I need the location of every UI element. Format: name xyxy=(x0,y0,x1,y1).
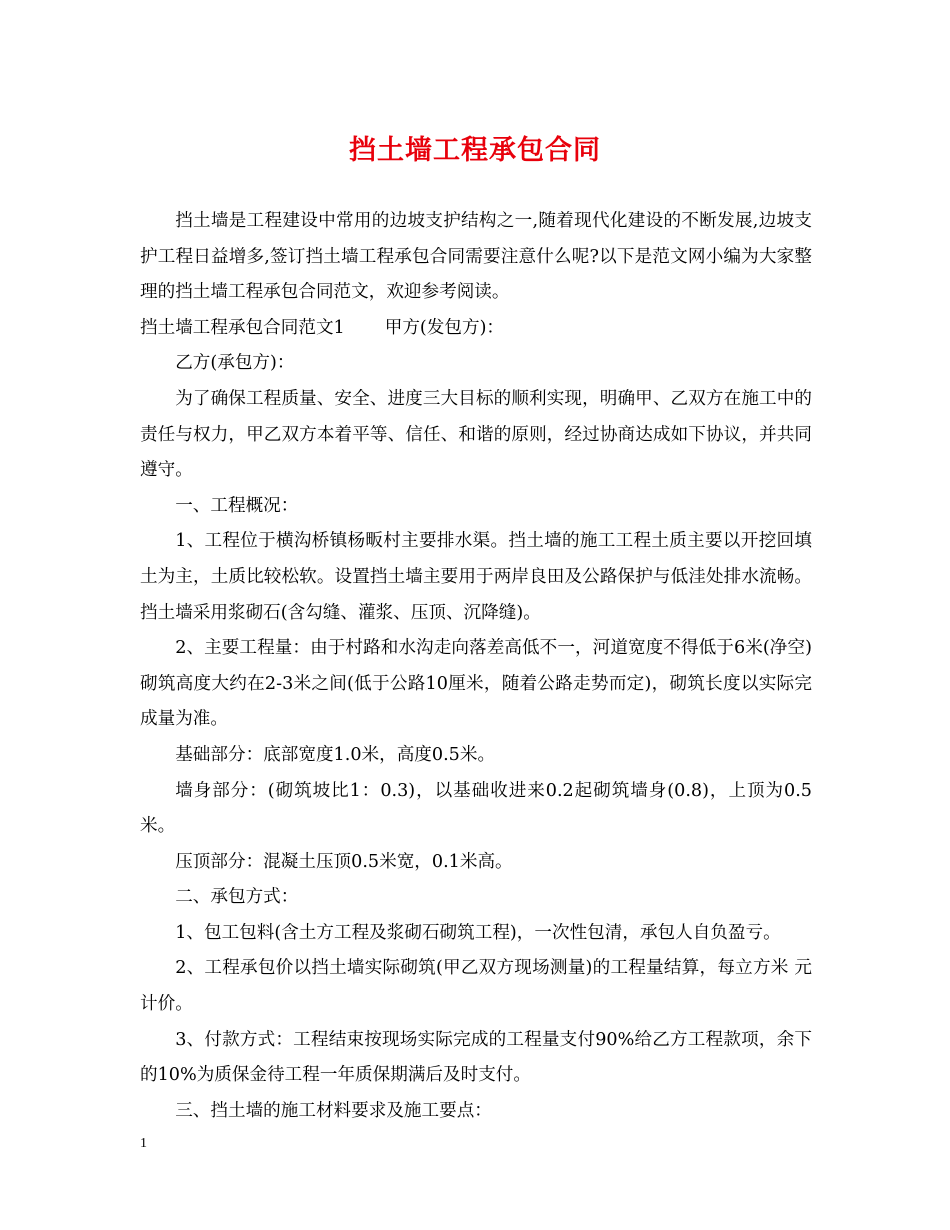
sample-heading-line xyxy=(140,311,812,347)
section2-heading: 二、承包方式： xyxy=(175,887,299,908)
intro-paragraph: 挡土墙是工程建设中常用的边坡支护结构之一,随着现代化建设的不断发展,边坡支护工程日益增多,签订挡土墙工程承包合同需要注意什么呢?以下是范文网小编为大家整理的挡土墙工程承包合同范文，欢迎参考阅读。 xyxy=(140,211,812,303)
page-number: 1 xyxy=(140,1136,147,1151)
foundation-paragraph: 基础部分：底部宽度1.0米，高度0.5米。 xyxy=(175,744,496,765)
section1-item2: 2、主要工程量：由于村路和水沟走向落差高低不一，河道宽度不得低于6米(净空)砌筑高度大约在2-3米之间(低于公路10厘米，随着公路走势而定)，砌筑长度以实际完成量为准。 xyxy=(140,638,812,730)
section2-item3: 3、付款方式：工程结束按现场实际完成的工程量支付90%给乙方工程款项，余下的10%为质保金待工程一年质保期满后及时支付。 xyxy=(140,1029,812,1086)
capping-paragraph: 压顶部分：混凝土压顶0.5米宽，0.1米高。 xyxy=(175,851,513,872)
party-b-label: 乙方(承包方)： xyxy=(175,353,295,374)
section1-heading: 一、工程概况： xyxy=(175,495,299,516)
sample-label: 挡土墙工程承包合同范文1 xyxy=(140,317,345,338)
document-body xyxy=(140,204,812,1129)
section3-heading: 三、挡土墙的施工材料要求及施工要点： xyxy=(175,1100,492,1121)
party-a-label: 甲方(发包方)： xyxy=(384,317,505,338)
wall-body-paragraph: 墙身部分：(砌筑坡比1：0.3)，以基础收进来0.2起砌筑墙身(0.8)，上顶为0.5米。 xyxy=(140,780,812,837)
document-title: 挡土墙工程承包合同 xyxy=(349,135,601,166)
preamble-paragraph: 为了确保工程质量、安全、进度三大目标的顺利实现，明确甲、乙双方在施工中的责任与权力，甲乙双方本着平等、信任、和谐的原则，经过协商达成如下协议，并共同遵守。 xyxy=(140,388,812,481)
section1-item1: 1、工程位于横沟桥镇杨畈村主要排水渠。挡土墙的施工工程土质主要以开挖回填土为主，土质比较松软。设置挡土墙主要用于两岸良田及公路保护与低洼处排水流畅。挡土墙采用浆砌石(含勾缝、灌浆、压顶、沉降缝)。 xyxy=(140,531,812,623)
section2-item1: 1、包工包料(含土方工程及浆砌石砌筑工程)，一次性包清，承包人自负盈亏。 xyxy=(175,922,781,943)
section2-item2: 2、工程承包价以挡土墙实际砌筑(甲乙双方现场测量)的工程量结算，每立方米 元计价。 xyxy=(140,958,812,1015)
